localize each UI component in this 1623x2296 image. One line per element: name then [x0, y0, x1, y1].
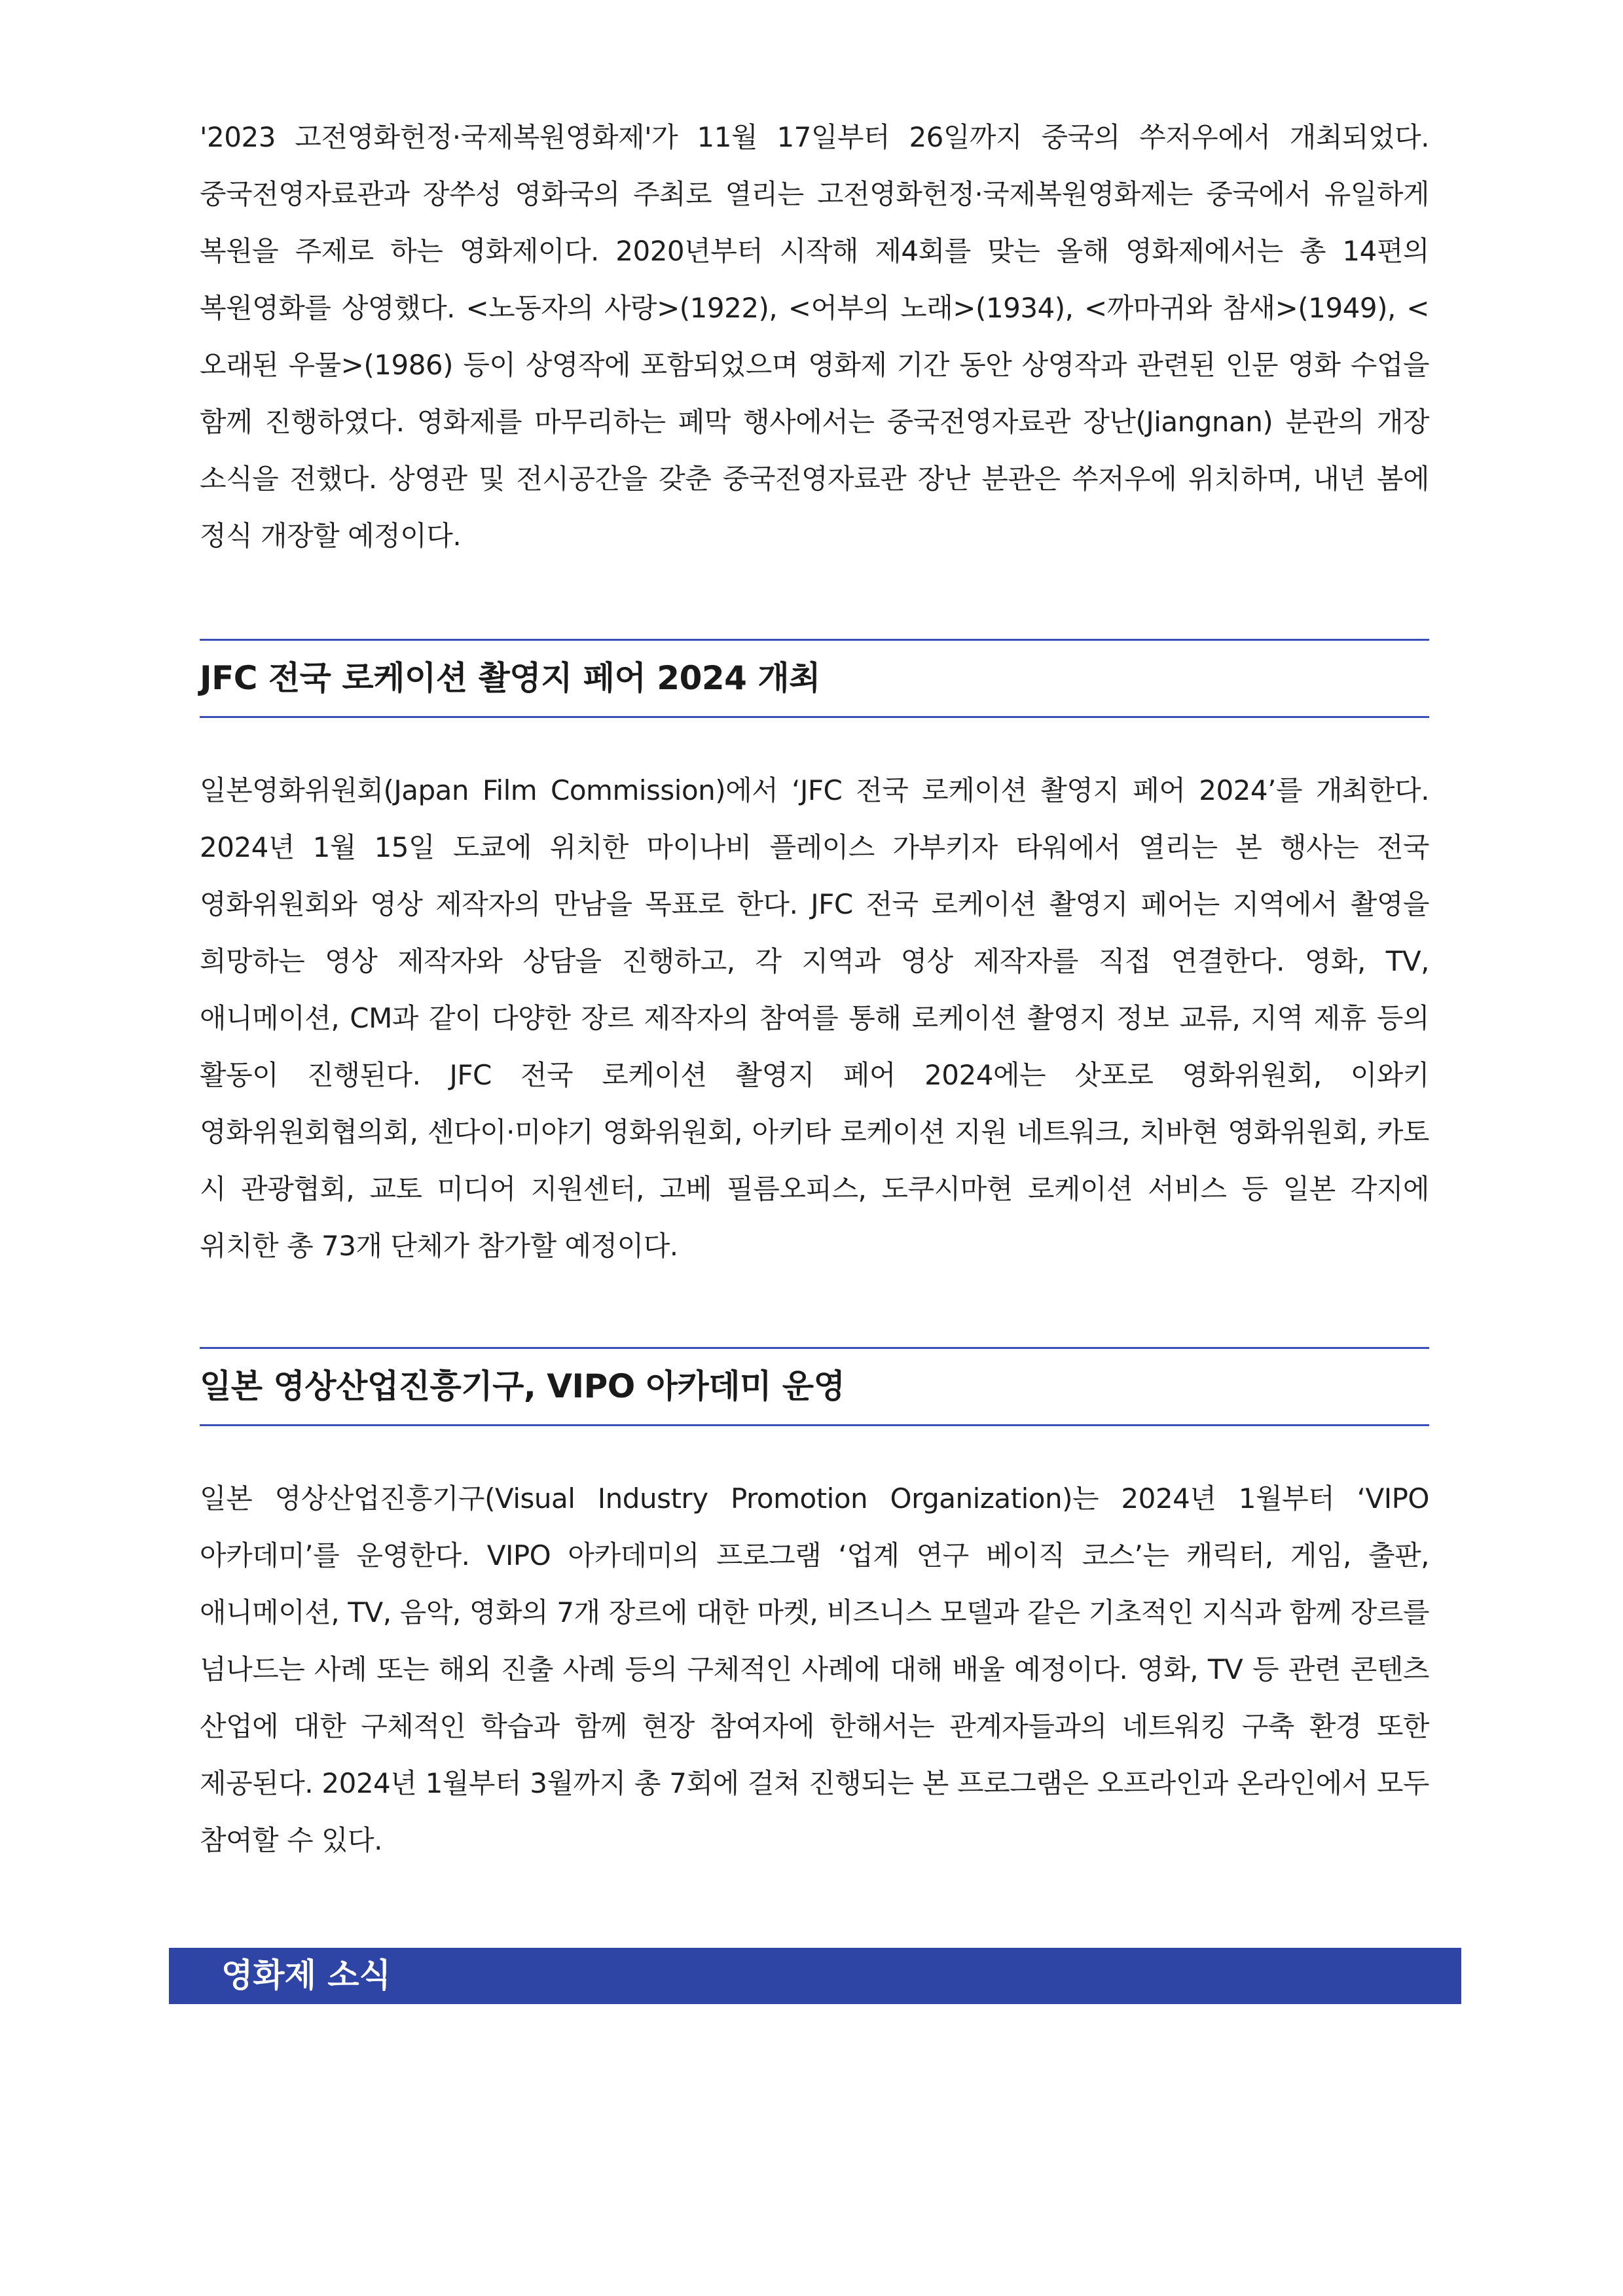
section-banner: [169, 1948, 1461, 2004]
section-divider-top: [200, 639, 1429, 641]
section-divider-bottom: [200, 716, 1429, 718]
jfc-paragraph: 일본영화위원회(Japan Film Commission)에서 ‘JFC 전국 로케이션 촬영지 페어 2024’를 개최한다. 2024년 1월 15일 도쿄에 위치한 마이나비 플레이스 가부키자 타워에서 열리는 본 행사는 전국 영화위원회와 영상 제작자의 만남을 목표로 한다. JFC 전국 로케이션 촬영지 페어는 지역에서 촬영을 희망하는 영상 제작자와 상담을 진행하고, 각 지역과 영상 제작자를 직접 연결한다. 영화, TV, 애니메이션, CM과 같이 다양한 장르 제작자의 참여를 통해 로케이션 촬영지 정보 교류, 지역 제휴 등의 활동이 진행된다. JFC 전국 로케이션 촬영지 페어 2024에는 삿포로 영화위원회, 이와키 영화위원회협의회, 센다이·미야기 영화위원회, 아키타 로케이션 지원 네트워크, 치바현 영화위원회, 카토 시 관광협회, 교토 미디어 지원센터, 고베 필름오피스, 도쿠시마현 로케이션 서비스 등 일본 각지에 위치한 총 73개 단체가 참가할 예정이다.: [200, 774, 1429, 1262]
section-title-jfc: JFC 전국 로케이션 촬영지 페어 2024 개최: [200, 659, 820, 697]
section-divider-top: [200, 1347, 1429, 1349]
section-title-vipo: 일본 영상산업진흥기구, VIPO 아카데미 운영: [200, 1367, 845, 1405]
vipo-paragraph: 일본 영상산업진흥기구(Visual Industry Promotion Organization)는 2024년 1월부터 ‘VIPO 아카데미’를 운영한다. VIPO 아카데미의 프로그램 ‘업계 연구 베이직 코스’는 캐릭터, 게임, 출판, 애니메이션, TV, 음악, 영화의 7개 장르에 대한 마켓, 비즈니스 모델과 같은 기초적인 지식과 함께 장르를 넘나드는 사례 또는 해외 진출 사례 등의 구체적인 사례에 대해 배울 예정이다. 영화, TV 등 관련 콘텐츠 산업에 대한 구체적인 학습과 함께 현장 참여자에 한해서는 관계자들과의 네트워킹 구축 환경 또한 제공된다. 2024년 1월부터 3월까지 총 7회에 걸쳐 진행되는 본 프로그램은 오프라인과 온라인에서 모두 참여할 수 있다.: [200, 1482, 1429, 1856]
banner-title: 영화제 소식: [221, 1956, 391, 1994]
intro-paragraph: '2023 고전영화헌정·국제복원영화제'가 11월 17일부터 26일까지 중국의 쑤저우에서 개최되었다. 중국전영자료관과 장쑤성 영화국의 주최로 열리는 고전영화헌정·국제복원영화제는 중국에서 유일하게 복원을 주제로 하는 영화제이다. 2020년부터 시작해 제4회를 맞는 올해 영화제에서는 총 14편의 복원영화를 상영했다. <노동자의 사랑>(1922), <어부의 노래>(1934), <까마귀와 참새>(1949), <오래된 우물>(1986) 등이 상영작에 포함되었으며 영화제 기간 동안 상영작과 관련된 인문 영화 수업을 함께 진행하였다. 영화제를 마무리하는 폐막 행사에서는 중국전영자료관 장난(Jiangnan) 분관의 개장 소식을 전했다. 상영관 및 전시공간을 갖춘 중국전영자료관 장난 분관은 쑤저우에 위치하며, 내년 봄에 정식 개장할 예정이다.: [200, 121, 1429, 552]
section-divider-bottom: [200, 1424, 1429, 1426]
